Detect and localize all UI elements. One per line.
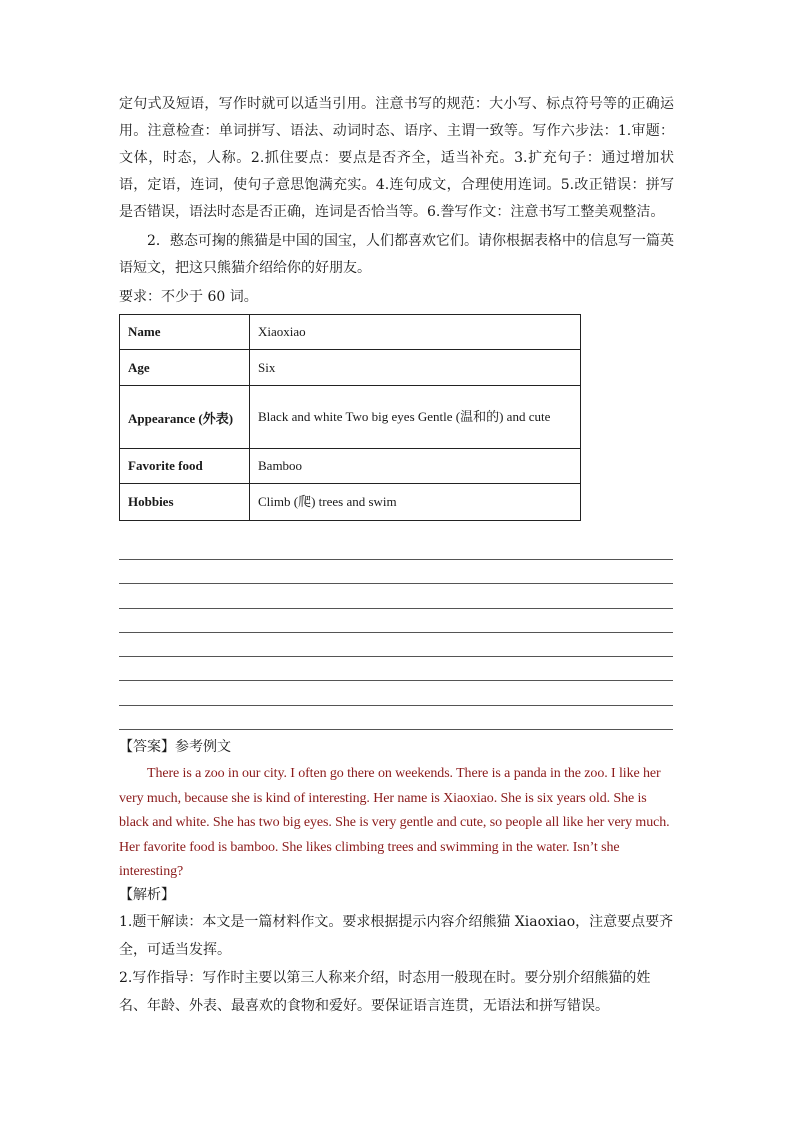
row-value: Bamboo: [250, 449, 581, 484]
word-count-requirement: 要求：不少于 60 词。: [119, 289, 258, 305]
writing-line: [119, 608, 673, 609]
row-value: Xiaoxiao: [250, 315, 581, 350]
panda-info-table: [119, 314, 581, 521]
sample-essay: There is a zoo in our city. I often go there on weekends. There is a panda in the zoo. I like her very much, because she is kind of interesting. Her name is Xiaoxiao. She is six years old. She is black and white. She has two big eyes. She is very gentle and cute, so people all like her very much. Her favorite food is bamboo. She likes climbing trees and swimming in the water. Isn’t she interesting?: [119, 766, 670, 879]
writing-line: [119, 680, 673, 681]
writing-line: [119, 632, 673, 633]
table-row: [120, 350, 581, 386]
writing-line: [119, 656, 673, 657]
table-row: [120, 484, 581, 521]
table-row: [120, 315, 581, 350]
row-label: Age: [120, 350, 250, 386]
answer-writing-lines: [119, 559, 673, 753]
row-label: Hobbies: [120, 484, 250, 521]
writing-line: [119, 729, 673, 730]
explanation-point-1: 1.题干解读：本文是一篇材料作文。要求根据提示内容介绍熊猫 Xiaoxiao，注意要点要齐全，可适当发挥。: [119, 914, 674, 958]
row-value: Climb (爬) trees and swim: [250, 484, 581, 521]
writing-line: [119, 583, 673, 584]
row-label: Favorite food: [120, 449, 250, 484]
question-2-prompt: 2．憨态可掬的熊猫是中国的国宝，人们都喜欢它们。请你根据表格中的信息写一篇英语短文，把这只熊猫介绍给你的好朋友。: [119, 233, 674, 276]
answer-heading: 【答案】参考例文: [119, 739, 231, 755]
table-row: [120, 386, 581, 449]
row-label: Appearance (外表): [120, 386, 250, 449]
explanation-point-2: 2.写作指导：写作时主要以第三人称来介绍，时态用一般现在时。要分别介绍熊猫的姓名、年龄、外表、最喜欢的食物和爱好。要保证语言连贯，无语法和拼写错误。: [119, 970, 651, 1014]
writing-line: [119, 559, 673, 560]
row-value: Black and white Two big eyes Gentle (温和的) and cute: [250, 386, 581, 449]
writing-line: [119, 705, 673, 706]
table-row: [120, 449, 581, 484]
writing-tips-paragraph: 定句式及短语，写作时就可以适当引用。注意书写的规范：大小写、标点符号等的正确运用。注意检查：单词拼写、语法、动词时态、语序、主谓一致等。写作六步法：1.审题：文体，时态，人称。2.抓住要点：要点是否齐全，适当补充。3.扩充句子：通过增加状语，定语，连词，使句子意思饱满充实。4.连句成文，合理使用连词。5.改正错误：拼写是否错误，语法时态是否正确，连词是否恰当等。6.誊写作文：注意书写工整美观整洁。: [119, 96, 674, 220]
row-label: Name: [120, 315, 250, 350]
explanation-heading: 【解析】: [119, 887, 175, 903]
row-value: Six: [250, 350, 581, 386]
